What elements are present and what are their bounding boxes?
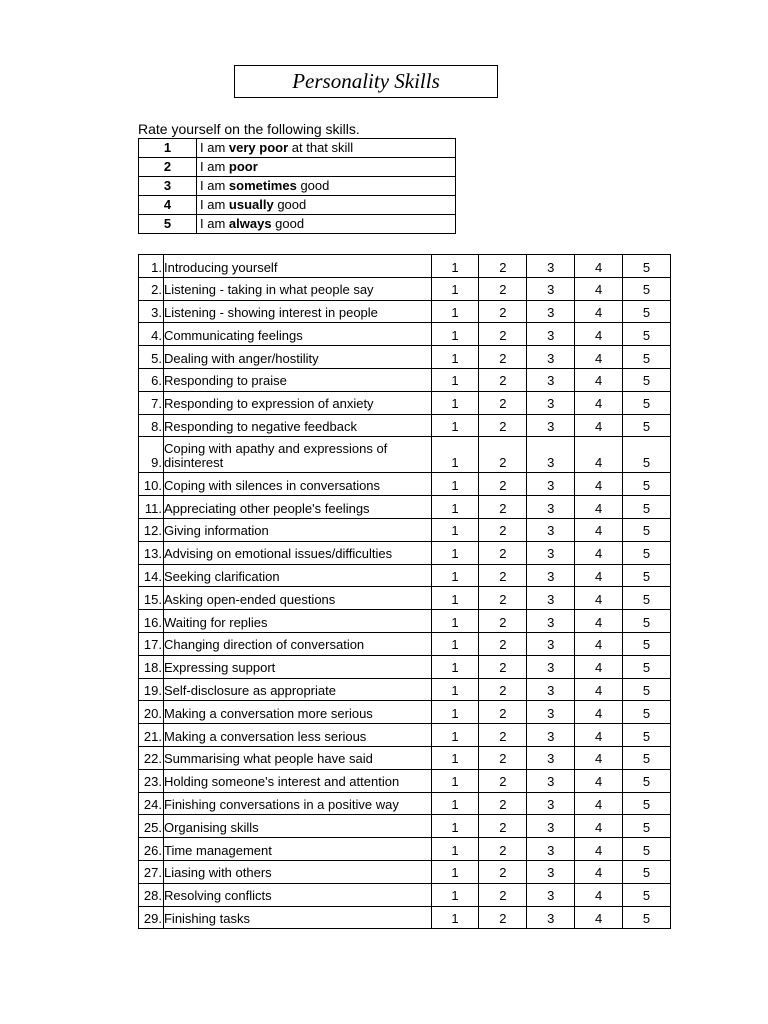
rating-option-3[interactable]: 3	[527, 906, 575, 929]
rating-option-2[interactable]: 2	[479, 860, 527, 883]
skill-name: Self-disclosure as appropriate	[163, 678, 431, 701]
skill-row	[139, 815, 671, 838]
legend-description	[197, 139, 456, 158]
skill-name: Dealing with anger/hostility	[163, 346, 431, 369]
rating-option-5[interactable]: 5	[623, 655, 671, 678]
skill-number: 19.	[139, 678, 164, 701]
rating-option-1[interactable]: 1	[431, 701, 479, 724]
rating-option-2[interactable]: 2	[479, 473, 527, 496]
skill-row	[139, 300, 671, 323]
skill-name: Coping with apathy and expressions of disinterest	[163, 437, 431, 473]
rating-option-1[interactable]: 1	[431, 655, 479, 678]
skill-row	[139, 769, 671, 792]
rating-option-5[interactable]: 5	[623, 883, 671, 906]
skill-row	[139, 518, 671, 541]
rating-option-1[interactable]: 1	[431, 746, 479, 769]
rating-option-4[interactable]: 4	[575, 277, 623, 300]
rating-option-2[interactable]: 2	[479, 346, 527, 369]
rating-option-3[interactable]: 3	[527, 587, 575, 610]
skill-name: Expressing support	[163, 655, 431, 678]
rating-option-1[interactable]: 1	[431, 815, 479, 838]
rating-option-5[interactable]: 5	[623, 769, 671, 792]
rating-option-2[interactable]: 2	[479, 678, 527, 701]
rating-option-3[interactable]: 3	[527, 746, 575, 769]
rating-option-1[interactable]: 1	[431, 414, 479, 437]
skill-name: Appreciating other people's feelings	[163, 496, 431, 519]
skill-row	[139, 632, 671, 655]
skill-row	[139, 792, 671, 815]
legend-emphasis: very poor	[228, 139, 289, 155]
rating-option-4[interactable]: 4	[575, 655, 623, 678]
skills-rating-table	[138, 254, 671, 929]
rating-option-1[interactable]: 1	[431, 541, 479, 564]
legend-text: good	[296, 177, 330, 193]
rating-option-3[interactable]: 3	[527, 883, 575, 906]
rating-option-5[interactable]: 5	[623, 724, 671, 747]
legend-description	[197, 196, 456, 215]
rating-option-2[interactable]: 2	[479, 769, 527, 792]
rating-option-2[interactable]: 2	[479, 610, 527, 633]
rating-option-3[interactable]: 3	[527, 632, 575, 655]
skill-name: Changing direction of conversation	[163, 632, 431, 655]
rating-option-2[interactable]: 2	[479, 792, 527, 815]
skill-number: 4.	[139, 323, 164, 346]
rating-option-1[interactable]: 1	[431, 368, 479, 391]
rating-legend-table	[138, 138, 456, 234]
rating-option-2[interactable]: 2	[479, 724, 527, 747]
rating-option-2[interactable]: 2	[479, 746, 527, 769]
legend-number: 2	[139, 158, 197, 177]
legend-text: I am	[200, 215, 229, 231]
rating-option-2[interactable]: 2	[479, 587, 527, 610]
skill-row	[139, 746, 671, 769]
rating-option-4[interactable]: 4	[575, 860, 623, 883]
skill-name: Introducing yourself	[163, 255, 431, 278]
rating-option-3[interactable]: 3	[527, 277, 575, 300]
legend-emphasis: always	[228, 215, 272, 231]
skill-row	[139, 496, 671, 519]
rating-option-1[interactable]: 1	[431, 883, 479, 906]
rating-option-4[interactable]: 4	[575, 610, 623, 633]
skill-row	[139, 587, 671, 610]
skill-number: 12.	[139, 518, 164, 541]
skill-number: 16.	[139, 610, 164, 633]
rating-option-1[interactable]: 1	[431, 346, 479, 369]
rating-option-2[interactable]: 2	[479, 277, 527, 300]
skill-name: Asking open-ended questions	[163, 587, 431, 610]
skill-row	[139, 391, 671, 414]
rating-option-2[interactable]: 2	[479, 701, 527, 724]
legend-description	[197, 177, 456, 196]
rating-option-1[interactable]: 1	[431, 496, 479, 519]
rating-option-4[interactable]: 4	[575, 838, 623, 861]
rating-option-4[interactable]: 4	[575, 391, 623, 414]
rating-option-1[interactable]: 1	[431, 792, 479, 815]
rating-option-3[interactable]: 3	[527, 391, 575, 414]
skill-name: Making a conversation less serious	[163, 724, 431, 747]
skill-number: 11.	[139, 496, 164, 519]
skill-name: Liasing with others	[163, 860, 431, 883]
skill-name: Seeking clarification	[163, 564, 431, 587]
skill-number: 15.	[139, 587, 164, 610]
rating-option-4[interactable]: 4	[575, 815, 623, 838]
rating-option-4[interactable]: 4	[575, 437, 623, 473]
rating-option-4[interactable]: 4	[575, 724, 623, 747]
rating-option-1[interactable]: 1	[431, 587, 479, 610]
skill-name: Advising on emotional issues/difficulties	[163, 541, 431, 564]
rating-option-2[interactable]: 2	[479, 414, 527, 437]
rating-option-3[interactable]: 3	[527, 701, 575, 724]
rating-option-1[interactable]: 1	[431, 391, 479, 414]
rating-option-4[interactable]: 4	[575, 906, 623, 929]
rating-option-2[interactable]: 2	[479, 906, 527, 929]
skill-row	[139, 838, 671, 861]
rating-option-1[interactable]: 1	[431, 300, 479, 323]
rating-option-3[interactable]: 3	[527, 414, 575, 437]
rating-option-1[interactable]: 1	[431, 437, 479, 473]
legend-number: 4	[139, 196, 197, 215]
skill-row	[139, 473, 671, 496]
rating-option-3[interactable]: 3	[527, 724, 575, 747]
rating-option-2[interactable]: 2	[479, 883, 527, 906]
skill-name: Resolving conflicts	[163, 883, 431, 906]
skill-number: 23.	[139, 769, 164, 792]
legend-text: I am	[200, 177, 229, 193]
skill-name: Coping with silences in conversations	[163, 473, 431, 496]
skill-number: 20.	[139, 701, 164, 724]
rating-option-3[interactable]: 3	[527, 437, 575, 473]
rating-option-5[interactable]: 5	[623, 300, 671, 323]
legend-row	[139, 215, 456, 234]
rating-option-3[interactable]: 3	[527, 346, 575, 369]
skill-number: 29.	[139, 906, 164, 929]
skill-row	[139, 414, 671, 437]
rating-option-5[interactable]: 5	[623, 610, 671, 633]
skill-number: 21.	[139, 724, 164, 747]
rating-option-1[interactable]: 1	[431, 678, 479, 701]
rating-option-2[interactable]: 2	[479, 323, 527, 346]
skill-number: 24.	[139, 792, 164, 815]
rating-option-2[interactable]: 2	[479, 655, 527, 678]
rating-option-3[interactable]: 3	[527, 255, 575, 278]
rating-option-1[interactable]: 1	[431, 473, 479, 496]
rating-option-5[interactable]: 5	[623, 323, 671, 346]
rating-option-4[interactable]: 4	[575, 769, 623, 792]
skill-row	[139, 906, 671, 929]
rating-option-5[interactable]: 5	[623, 391, 671, 414]
skill-number: 13.	[139, 541, 164, 564]
rating-option-3[interactable]: 3	[527, 655, 575, 678]
legend-text: good	[273, 196, 307, 212]
skill-number: 8.	[139, 414, 164, 437]
rating-option-3[interactable]: 3	[527, 496, 575, 519]
rating-option-5[interactable]: 5	[623, 860, 671, 883]
rating-option-1[interactable]: 1	[431, 769, 479, 792]
rating-option-5[interactable]: 5	[623, 678, 671, 701]
rating-option-3[interactable]: 3	[527, 300, 575, 323]
skill-row	[139, 437, 671, 473]
skill-number: 26.	[139, 838, 164, 861]
rating-option-5[interactable]: 5	[623, 496, 671, 519]
instructions-text: Rate yourself on the following skills.	[138, 121, 360, 137]
rating-option-3[interactable]: 3	[527, 678, 575, 701]
rating-option-3[interactable]: 3	[527, 860, 575, 883]
skill-row	[139, 701, 671, 724]
rating-option-4[interactable]: 4	[575, 300, 623, 323]
skill-number: 5.	[139, 346, 164, 369]
rating-option-5[interactable]: 5	[623, 541, 671, 564]
skill-name: Waiting for replies	[163, 610, 431, 633]
skill-row	[139, 368, 671, 391]
legend-row	[139, 139, 456, 158]
rating-option-4[interactable]: 4	[575, 496, 623, 519]
skill-row	[139, 277, 671, 300]
skill-row	[139, 323, 671, 346]
rating-option-2[interactable]: 2	[479, 255, 527, 278]
rating-option-4[interactable]: 4	[575, 518, 623, 541]
skill-number: 22.	[139, 746, 164, 769]
legend-text: at that skill	[288, 139, 354, 155]
rating-option-4[interactable]: 4	[575, 587, 623, 610]
legend-description	[197, 215, 456, 234]
legend-row	[139, 196, 456, 215]
rating-option-1[interactable]: 1	[431, 277, 479, 300]
skill-row	[139, 541, 671, 564]
rating-option-3[interactable]: 3	[527, 792, 575, 815]
skill-name: Giving information	[163, 518, 431, 541]
rating-option-4[interactable]: 4	[575, 632, 623, 655]
legend-text: good	[271, 215, 305, 231]
skill-name: Listening - taking in what people say	[163, 277, 431, 300]
legend-number: 1	[139, 139, 197, 158]
rating-option-4[interactable]: 4	[575, 255, 623, 278]
skill-number: 17.	[139, 632, 164, 655]
skill-name: Summarising what people have said	[163, 746, 431, 769]
rating-option-1[interactable]: 1	[431, 610, 479, 633]
rating-option-4[interactable]: 4	[575, 414, 623, 437]
rating-option-3[interactable]: 3	[527, 838, 575, 861]
rating-option-2[interactable]: 2	[479, 391, 527, 414]
rating-option-4[interactable]: 4	[575, 746, 623, 769]
rating-option-2[interactable]: 2	[479, 815, 527, 838]
rating-option-1[interactable]: 1	[431, 860, 479, 883]
rating-option-1[interactable]: 1	[431, 724, 479, 747]
rating-option-3[interactable]: 3	[527, 473, 575, 496]
skill-number: 27.	[139, 860, 164, 883]
rating-option-5[interactable]: 5	[623, 277, 671, 300]
skill-row	[139, 860, 671, 883]
rating-option-5[interactable]: 5	[623, 746, 671, 769]
rating-option-5[interactable]: 5	[623, 792, 671, 815]
rating-option-2[interactable]: 2	[479, 564, 527, 587]
rating-option-3[interactable]: 3	[527, 518, 575, 541]
page-title: Personality Skills	[234, 65, 498, 98]
skill-row	[139, 564, 671, 587]
skill-name: Making a conversation more serious	[163, 701, 431, 724]
rating-option-5[interactable]: 5	[623, 587, 671, 610]
skill-number: 6.	[139, 368, 164, 391]
skill-name: Responding to negative feedback	[163, 414, 431, 437]
skill-number: 28.	[139, 883, 164, 906]
skill-name: Organising skills	[163, 815, 431, 838]
skill-name: Responding to expression of anxiety	[163, 391, 431, 414]
rating-option-3[interactable]: 3	[527, 368, 575, 391]
rating-option-1[interactable]: 1	[431, 518, 479, 541]
legend-emphasis: sometimes	[228, 177, 297, 193]
skill-number: 1.	[139, 255, 164, 278]
rating-option-4[interactable]: 4	[575, 473, 623, 496]
legend-emphasis: usually	[228, 196, 274, 212]
rating-option-1[interactable]: 1	[431, 906, 479, 929]
rating-option-2[interactable]: 2	[479, 518, 527, 541]
skill-name: Time management	[163, 838, 431, 861]
rating-option-3[interactable]: 3	[527, 541, 575, 564]
skill-number: 3.	[139, 300, 164, 323]
skill-row	[139, 346, 671, 369]
skill-name: Finishing tasks	[163, 906, 431, 929]
rating-option-5[interactable]: 5	[623, 473, 671, 496]
rating-option-1[interactable]: 1	[431, 632, 479, 655]
rating-option-2[interactable]: 2	[479, 368, 527, 391]
rating-option-5[interactable]: 5	[623, 906, 671, 929]
skill-name: Holding someone's interest and attention	[163, 769, 431, 792]
skill-number: 25.	[139, 815, 164, 838]
rating-option-5[interactable]: 5	[623, 564, 671, 587]
skill-row	[139, 655, 671, 678]
rating-option-5[interactable]: 5	[623, 437, 671, 473]
rating-option-4[interactable]: 4	[575, 541, 623, 564]
skill-number: 2.	[139, 277, 164, 300]
rating-option-2[interactable]: 2	[479, 437, 527, 473]
rating-option-4[interactable]: 4	[575, 323, 623, 346]
rating-option-5[interactable]: 5	[623, 838, 671, 861]
legend-row	[139, 177, 456, 196]
rating-option-3[interactable]: 3	[527, 610, 575, 633]
rating-option-3[interactable]: 3	[527, 815, 575, 838]
rating-option-2[interactable]: 2	[479, 632, 527, 655]
rating-option-4[interactable]: 4	[575, 368, 623, 391]
rating-option-5[interactable]: 5	[623, 815, 671, 838]
rating-option-2[interactable]: 2	[479, 300, 527, 323]
rating-option-3[interactable]: 3	[527, 769, 575, 792]
skill-name: Listening - showing interest in people	[163, 300, 431, 323]
rating-option-3[interactable]: 3	[527, 323, 575, 346]
rating-option-5[interactable]: 5	[623, 414, 671, 437]
skill-number: 10.	[139, 473, 164, 496]
rating-option-4[interactable]: 4	[575, 792, 623, 815]
skill-row	[139, 678, 671, 701]
rating-option-1[interactable]: 1	[431, 564, 479, 587]
rating-option-5[interactable]: 5	[623, 632, 671, 655]
rating-option-5[interactable]: 5	[623, 255, 671, 278]
rating-option-5[interactable]: 5	[623, 518, 671, 541]
skill-name: Communicating feelings	[163, 323, 431, 346]
rating-option-4[interactable]: 4	[575, 678, 623, 701]
rating-option-4[interactable]: 4	[575, 564, 623, 587]
rating-option-5[interactable]: 5	[623, 346, 671, 369]
skill-number: 18.	[139, 655, 164, 678]
legend-text: I am	[200, 139, 229, 155]
skill-number: 7.	[139, 391, 164, 414]
skill-number: 14.	[139, 564, 164, 587]
legend-emphasis: poor	[228, 158, 258, 174]
rating-option-1[interactable]: 1	[431, 838, 479, 861]
rating-option-5[interactable]: 5	[623, 701, 671, 724]
rating-option-5[interactable]: 5	[623, 368, 671, 391]
skill-row	[139, 610, 671, 633]
legend-number: 5	[139, 215, 197, 234]
legend-number: 3	[139, 177, 197, 196]
rating-option-2[interactable]: 2	[479, 838, 527, 861]
rating-option-4[interactable]: 4	[575, 701, 623, 724]
legend-text: I am	[200, 158, 229, 174]
rating-option-4[interactable]: 4	[575, 883, 623, 906]
skill-name: Finishing conversations in a positive way	[163, 792, 431, 815]
rating-option-1[interactable]: 1	[431, 255, 479, 278]
skill-row	[139, 255, 671, 278]
legend-description	[197, 158, 456, 177]
skill-name: Responding to praise	[163, 368, 431, 391]
rating-option-3[interactable]: 3	[527, 564, 575, 587]
rating-option-1[interactable]: 1	[431, 323, 479, 346]
legend-row	[139, 158, 456, 177]
legend-text: I am	[200, 196, 229, 212]
rating-option-2[interactable]: 2	[479, 496, 527, 519]
rating-option-2[interactable]: 2	[479, 541, 527, 564]
skill-row	[139, 883, 671, 906]
rating-option-4[interactable]: 4	[575, 346, 623, 369]
skill-number: 9.	[139, 437, 164, 473]
skill-row	[139, 724, 671, 747]
